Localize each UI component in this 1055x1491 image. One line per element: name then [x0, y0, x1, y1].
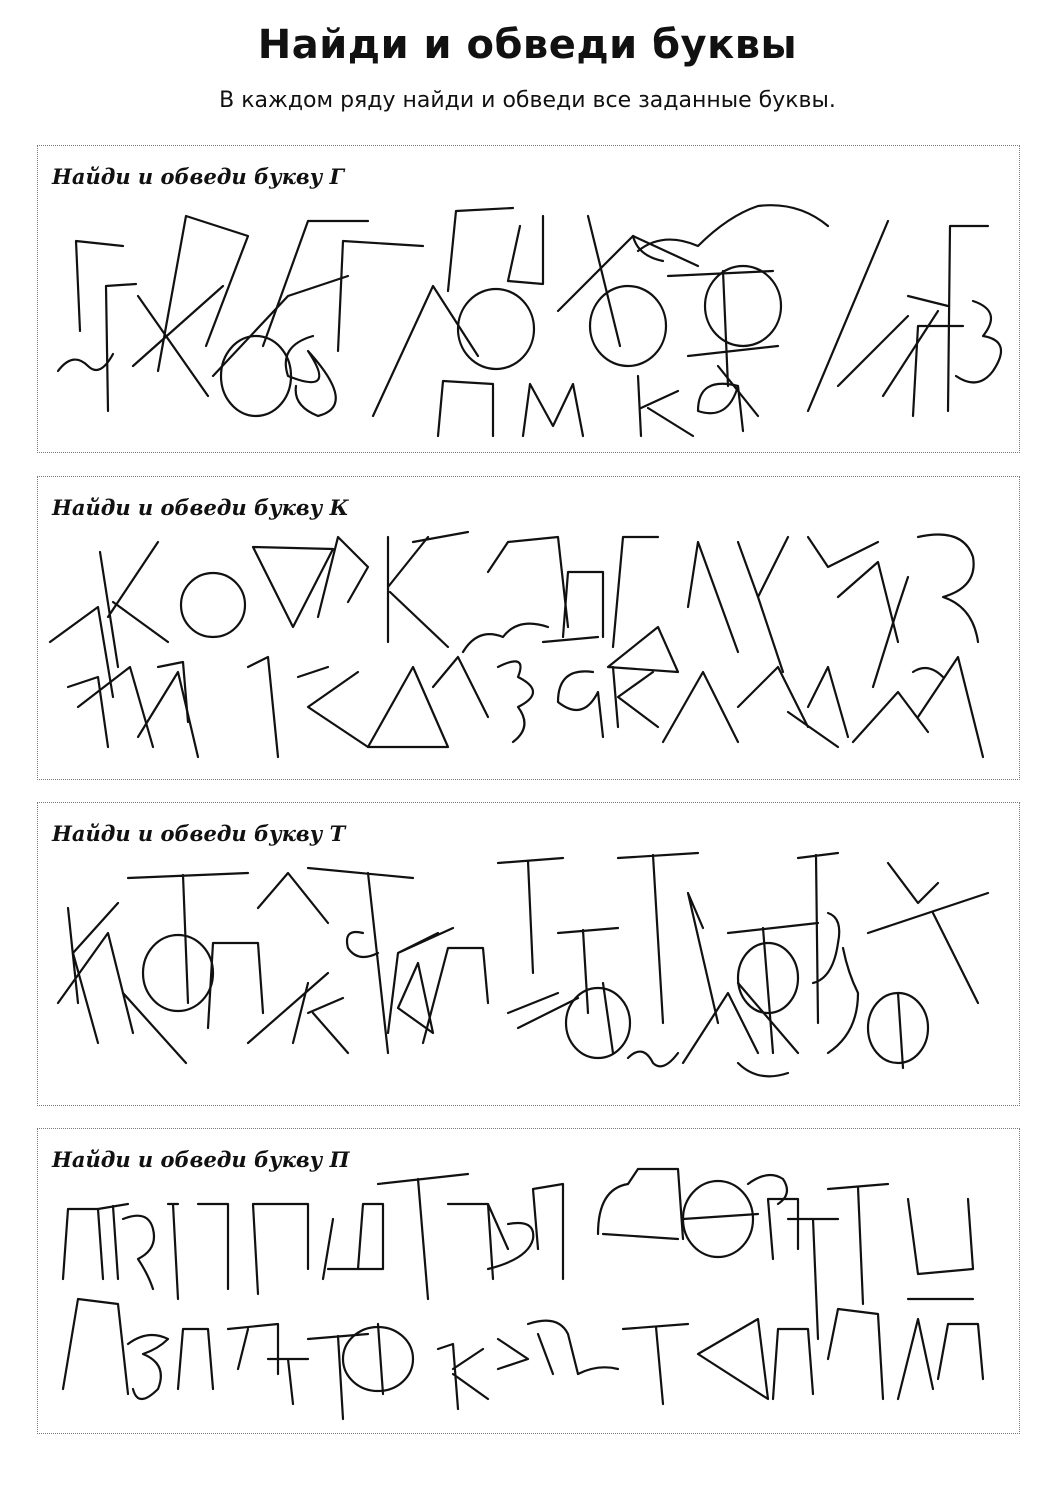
letter-scribble-area[interactable] — [38, 146, 1021, 454]
letter-scribble-area[interactable] — [38, 477, 1021, 781]
task-label: Найди и обведи букву К — [52, 495, 349, 520]
task-label: Найди и обведи букву Т — [52, 821, 346, 846]
task-panel-g — [37, 145, 1020, 453]
task-label: Найди и обведи букву Г — [52, 164, 345, 189]
worksheet-subtitle: В каждом ряду найди и обведи все заданные буквы. — [219, 88, 836, 113]
letter-scribble-area[interactable] — [38, 1129, 1021, 1435]
task-panel-t — [37, 802, 1020, 1106]
task-panel-k — [37, 476, 1020, 780]
task-panel-p — [37, 1128, 1020, 1434]
task-label: Найди и обведи букву П — [52, 1147, 350, 1172]
letter-scribble-area[interactable] — [38, 803, 1021, 1107]
worksheet-title: Найди и обведи буквы — [257, 22, 798, 68]
